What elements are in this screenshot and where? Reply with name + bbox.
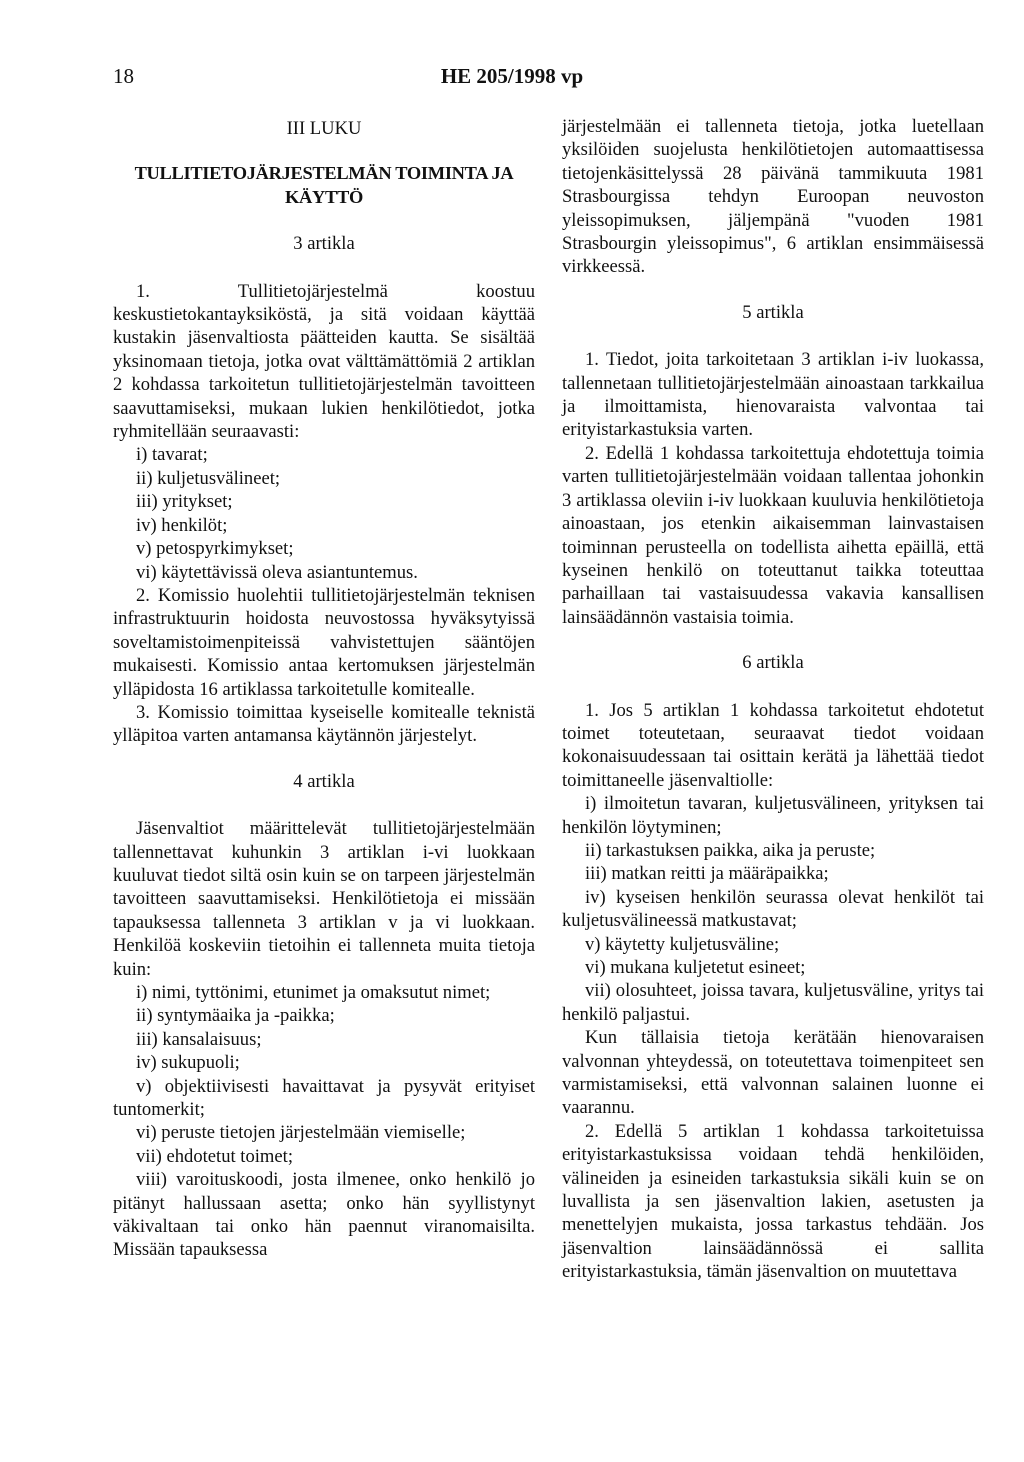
list-item: vii) olosuhteet, joissa tavara, kuljetusväline, yritys tai henkilö paljastui. — [562, 980, 984, 1025]
list-item: vi) peruste tietojen järjestelmään viemiselle; — [136, 1122, 466, 1144]
list-item: i) ilmoitetun tavaran, kuljetusvälineen, yrityksen tai henkilön löytyminen; — [562, 793, 984, 838]
list-item: ii) tarkastuksen paikka, aika ja peruste; — [585, 839, 876, 861]
list-item: vi) mukana kuljetetut esineet; — [585, 957, 806, 978]
list-item: iii) kansalaisuus; — [136, 1028, 262, 1050]
list-item: vi) käytettävissä oleva asiantuntemus. — [136, 561, 418, 583]
continued-paragraph: järjestelmään ei tallenneta tietoja, jotka luetellaan yksilöiden suojelusta henkilötietojen automaattisessa tietojenkäsittelyssä 28 päivänä tammikuuta 1981 Strasbourgissa tehdyn Euroopan neuvoston yleissopimuksen, jäljempänä "vuoden 1981 Strasbourgin yleissopimus", 6 artiklan ensimmäisessä virkkeessä. — [562, 116, 984, 278]
list-item: ii) syntymäaika ja -paikka; — [136, 1005, 335, 1027]
list-item: v) objektiivisesti havaittavat ja pysyvät erityiset tuntomerkit; — [113, 1075, 535, 1121]
list-item: v) käytetty kuljetusväline; — [585, 933, 780, 955]
article-5-paragraph-2: 2. Edellä 1 kohdassa tarkoitettuja ehdotettuja toimia varten tullitietojärjestelmään voidaan tallentaa johonkin 3 artiklassa oleviin i-iv luokkaan kuuluvia henkilötietoja ainoastaan, jos etenkin aikaisemman lainvastaisen toiminnan perusteella on todellista aihetta epäillä, että kyseinen henkilö on toteuttanut taikka toteuttaa parhaillaan tai vastaisuudessa vakavia kansallisen lainsäädännön vastaisia toimia. — [562, 442, 984, 628]
chapter-title: TULLITIETOJÄRJESTELMÄN TOIMINTA JA KÄYTTÖ — [134, 163, 514, 207]
article-3-heading: 3 artikla — [293, 233, 355, 255]
article-5-heading: 5 artikla — [742, 301, 804, 323]
list-item: iv) sukupuoli; — [136, 1052, 240, 1074]
document-id: HE 205/1998 vp — [440, 64, 584, 88]
article-4-heading: 4 artikla — [293, 770, 355, 792]
article-6-paragraph-after-list: Kun tällaisia tietoja kerätään hienovaraisen valvonnan yhteydessä, on toteutettava toimenpiteet sen varmistamiseksi, että valvonnan salainen luonne ei vaarannu. — [562, 1027, 984, 1119]
list-item: iii) matkan reitti ja määräpaikka; — [585, 863, 829, 885]
chapter-label: III LUKU — [286, 118, 362, 139]
article-6-paragraph-2: 2. Edellä 5 artiklan 1 kohdassa tarkoitetuissa erityistarkastuksissa voidaan tehdä henkilöiden, välineiden ja esineiden tarkastuksia sikäli kuin se on luvallista ja sen jäsenvaltion lakien, asetusten ja menettelyjen mukaista, jossa tarkastus tehdään. Jos jäsenvaltion lainsäädännössä ei sallita erityistarkastuksia, tämän jäsenvaltion on muutettava — [562, 1120, 984, 1283]
list-item: iv) henkilöt; — [136, 514, 228, 536]
list-item: iv) kyseisen henkilön seurassa olevat henkilöt tai kuljetusvälineessä matkustavat; — [562, 886, 984, 932]
list-item: vii) ehdotetut toimet; — [136, 1145, 293, 1167]
list-item: v) petospyrkimykset; — [136, 538, 294, 560]
article-3-paragraph-2: 2. Komissio huolehtii tullitietojärjestelmän teknisen infrastruktuurin hoidosta neuvostossa hyväksytyissä soveltamistoimenpiteissä vahvistettujen sääntöjen mukaisesti. Komissio antaa kertomuksen järjestelmän ylläpidosta 16 artiklassa tarkoitetulle komitealle. — [113, 584, 535, 700]
right-column — [562, 115, 984, 1284]
list-item: i) nimi, tyttönimi, etunimet ja omaksutut nimet; — [136, 982, 491, 1003]
list-item: i) tavarat; — [136, 444, 208, 466]
page-number: 18 — [113, 64, 134, 88]
left-column — [113, 115, 535, 1262]
list-item: viii) varoituskoodi, josta ilmenee, onko henkilö jo pitänyt hallussaan asetta; onko hän syyllistynyt väkivaltaan tai onko hän paennut viranomaisilta. Missään tapauksessa — [113, 1169, 535, 1261]
article-3-paragraph-1: 1. Tullitietojärjestelmä koostuu keskustietokantayksiköstä, ja sitä voidaan käyttää kustakin jäsenvaltiosta päätteiden kautta. Se sisältää yksinomaan tietoja, jotka ovat välttämättömiä 2 artiklan 2 kohdassa tarkoitetun tullitietojärjestelmän tavoitteen saavuttamiseksi, mukaan lukien henkilötiedot, jotka ryhmitellään seuraavasti: — [113, 280, 535, 443]
article-5-paragraph-1: 1. Tiedot, joita tarkoitetaan 3 artiklan i-iv luokassa, tallennetaan tullitietojärjestelmään ainoastaan tarkkailua ja ilmoittamista, hienovaraista valvontaa tai erityistarkastuksia varten. — [562, 349, 984, 441]
article-3-paragraph-3: 3. Komissio toimittaa kyseiselle komitealle teknistä ylläpitoa varten antamansa käytännön järjestelyt. — [113, 701, 535, 747]
page-header — [0, 64, 1024, 94]
article-6-paragraph-1: 1. Jos 5 artiklan 1 kohdassa tarkoitetut ehdotetut toimet toteutetaan, seuraavat tiedot voidaan kokonaisuudessaan tai osittain kerätä ja lähettää tiedot toimittaneelle jäsenvaltiolle: — [562, 699, 984, 791]
list-item: ii) kuljetusvälineet; — [136, 467, 281, 489]
article-4-paragraph-1: Jäsenvaltiot määrittelevät tullitietojärjestelmään tallennettavat kuhunkin 3 artiklan i-vi luokkaan kuuluvat tiedot siltä osin kuin se on tarpeen järjestelmän tavoitteen saavuttamiseksi. Henkilötietoja ei missään tapauksessa tallenneta 3 artiklan v ja vi luokkaan. Henkilöä koskeviin tietoihin ei tallenneta muita tietoja kuin: — [113, 818, 535, 980]
list-item: iii) yritykset; — [136, 491, 233, 513]
article-6-heading: 6 artikla — [742, 652, 804, 674]
